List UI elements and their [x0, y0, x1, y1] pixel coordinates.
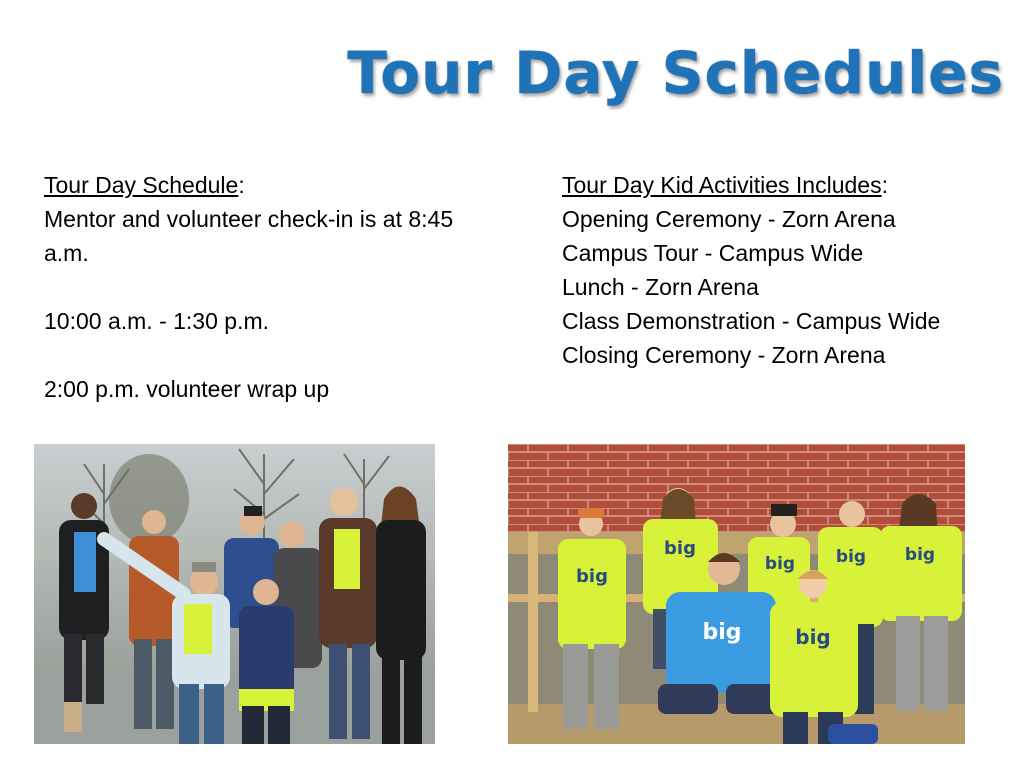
activity-item: Campus Tour - Campus Wide [562, 240, 864, 266]
activity-item: Closing Ceremony - Zorn Arena [562, 342, 886, 368]
tour-schedule-column [44, 168, 484, 406]
kid-activities-column [562, 168, 982, 372]
svg-text:big: big [702, 620, 742, 645]
group-photo-yellow-shirts-illustration [508, 444, 965, 744]
shirt-logo: big [576, 566, 608, 587]
tour-schedule-heading-text: Tour Day Schedule [44, 172, 239, 198]
svg-text:big: big [764, 554, 796, 574]
activity-item: Class Demonstration - Campus Wide [562, 308, 941, 334]
svg-text:big: big [904, 545, 936, 565]
svg-text:big: big [835, 547, 867, 567]
group-photo-outdoors-illustration [34, 444, 435, 744]
svg-text:big: big [795, 625, 831, 649]
tour-schedule-heading [44, 168, 484, 202]
spacer [44, 270, 484, 304]
event-time-text: 10:00 a.m. - 1:30 p.m. [44, 308, 270, 334]
checkin-text: Mentor and volunteer check-in is at 8:45 a.m. [44, 206, 454, 266]
kid-activities-heading [562, 168, 982, 202]
activity-item: Opening Ceremony - Zorn Arena [562, 206, 896, 232]
activity-item: Lunch - Zorn Arena [562, 274, 759, 300]
heading-colon: : [238, 172, 245, 198]
svg-text:big: big [664, 538, 696, 559]
group-photo-outdoors [34, 444, 435, 744]
group-photo-yellow-shirts [508, 444, 965, 744]
wrap-up-text: 2:00 p.m. volunteer wrap up [44, 376, 330, 402]
heading-colon: : [881, 172, 888, 198]
slide-title: Tour Day Schedules [347, 39, 1004, 107]
kid-activities-heading-text: Tour Day Kid Activities Includes [562, 172, 882, 198]
spacer [44, 338, 484, 372]
